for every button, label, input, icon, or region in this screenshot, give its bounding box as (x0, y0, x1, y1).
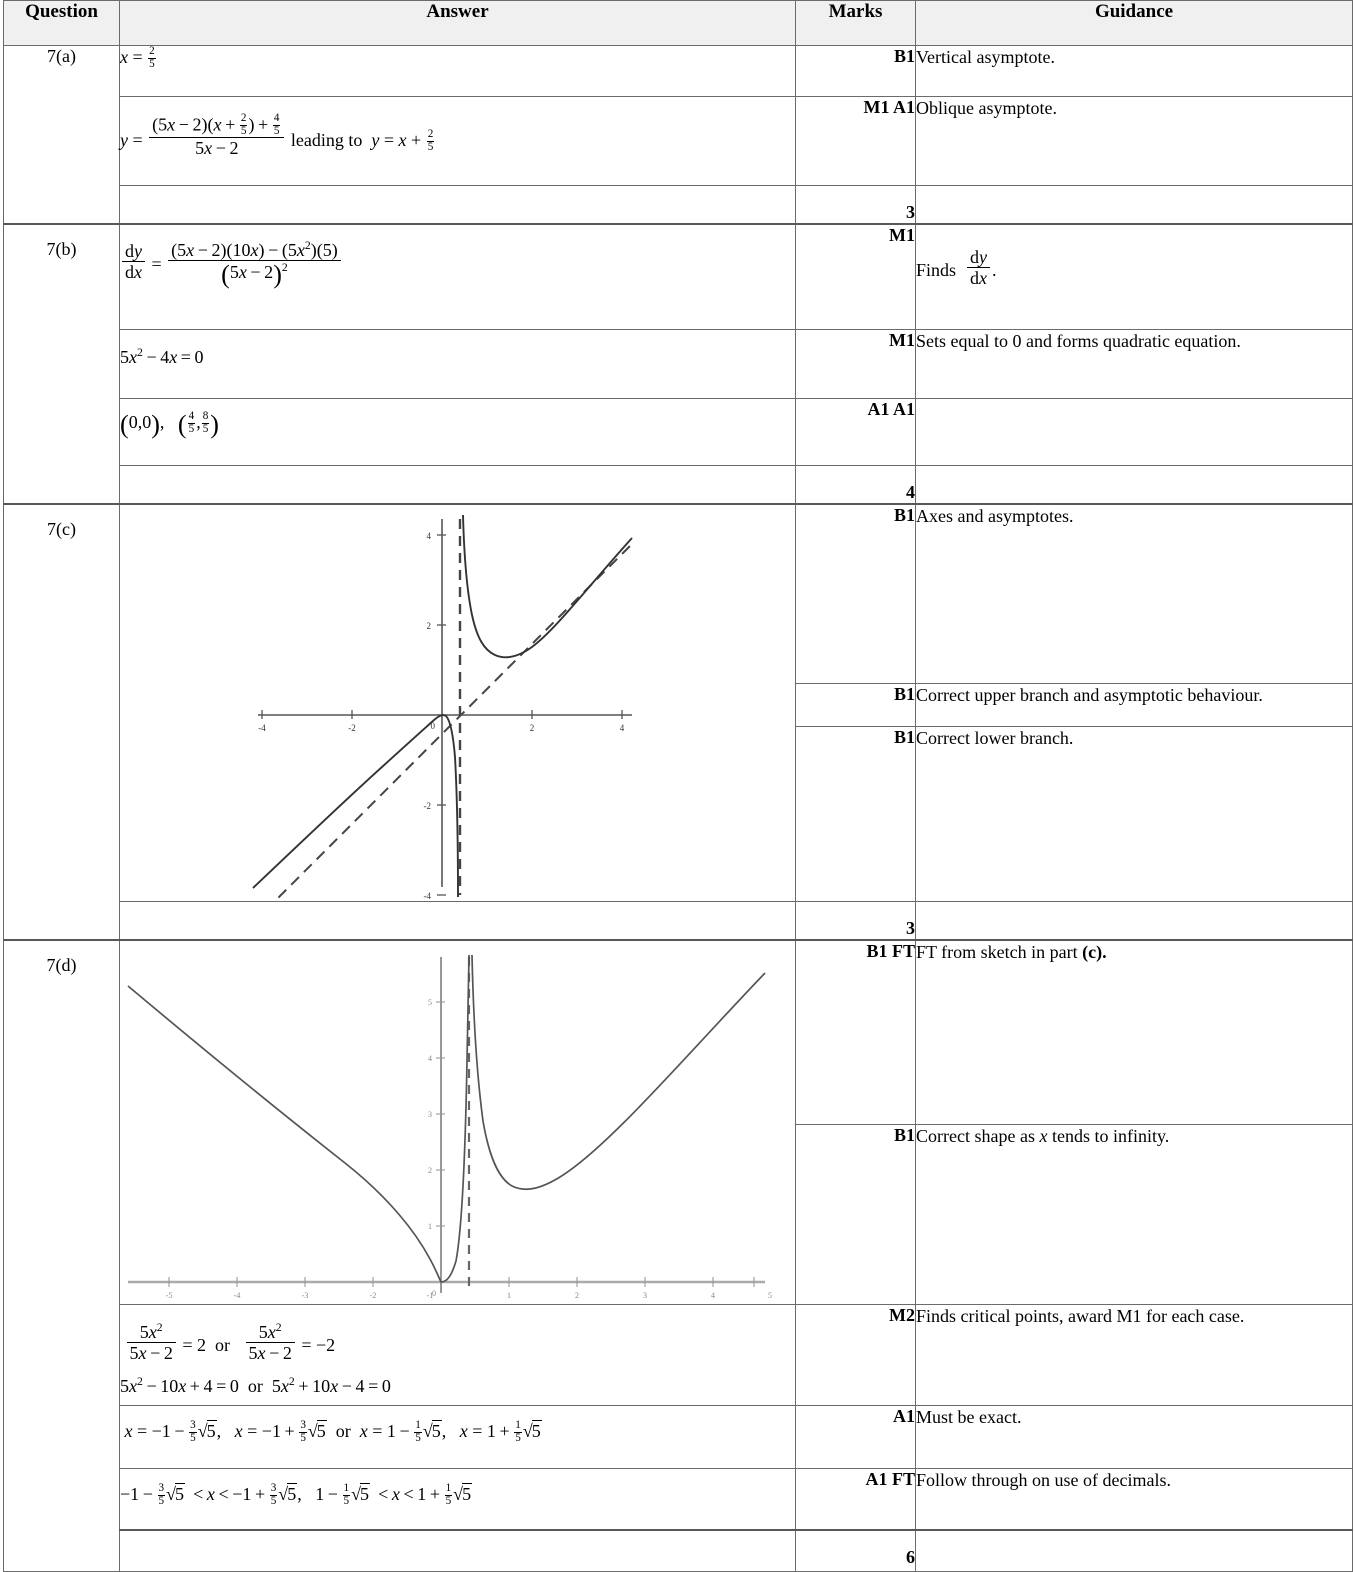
svg-text:0: 0 (430, 721, 435, 731)
svg-text:3: 3 (428, 1110, 432, 1119)
marks-7a-2: M1 A1 (796, 97, 916, 186)
math-derivative: $\frac{dy}{dx}$ = $\frac{(5x - 2)(10x) - (5x^2)(5)}{(5x - 2)^2}$ (120, 254, 343, 274)
guidance-7b-blank (916, 466, 1353, 505)
table-row (4, 940, 1353, 1124)
table-row (4, 399, 1353, 466)
table-row (4, 97, 1353, 186)
answer-7a-1 (120, 46, 796, 97)
answer-7c-blank (120, 902, 796, 941)
svg-text:-2: -2 (423, 801, 431, 811)
curve-left-arm-7d (128, 986, 441, 1282)
guidance-7c-2: Correct upper branch and asymptotic behaviour. (916, 683, 1353, 726)
answer-7a-blank (120, 186, 796, 225)
guidance-7b-1 (916, 224, 1353, 330)
svg-text:-5: -5 (165, 1291, 173, 1300)
guidance-7c-blank (916, 902, 1353, 941)
question-label-7a: 7(a) (4, 46, 120, 225)
answer-7c-graph (120, 504, 796, 902)
table-row (4, 46, 1353, 97)
graph-7c-svg (120, 505, 794, 901)
math-dy-dx-inline: $\frac{dy}{dx}$ . (961, 260, 997, 280)
header-answer: Answer (120, 1, 796, 46)
svg-text:4: 4 (428, 1054, 432, 1063)
answer-7d-4 (120, 1406, 796, 1469)
marks-7b-2: M1 (796, 330, 916, 399)
question-label-7b: 7(b) (4, 224, 120, 504)
curve-upper-branch-7c (463, 515, 632, 657)
oblique-asymptote-7c (253, 542, 634, 901)
svg-text:-1: -1 (426, 1291, 434, 1300)
mark-scheme-table (3, 0, 1353, 1572)
marks-total-7c: 3 (796, 902, 916, 941)
math-modulus-equations: $\frac{5x^2}{5x - 2}$ = 2 or $\frac{5x^2}{5x - 2}$ = −2 (120, 1321, 795, 1363)
table-row (4, 1305, 1353, 1406)
svg-text:-4: -4 (423, 891, 431, 901)
guidance-7b-3 (916, 399, 1353, 466)
marks-7d-1: B1 FT (796, 940, 916, 1124)
curve-right-branch-7d (472, 955, 765, 1189)
svg-text:4: 4 (711, 1291, 715, 1300)
guidance-7c-1: Axes and asymptotes. (916, 504, 1353, 683)
svg-text:5: 5 (428, 998, 432, 1007)
svg-text:-2: -2 (348, 723, 356, 733)
graph-7d-svg (120, 941, 794, 1304)
svg-text:1: 1 (507, 1291, 511, 1300)
guidance-7a-2: Oblique asymptote. (916, 97, 1353, 186)
answer-7a-2 (120, 97, 796, 186)
answer-7b-blank (120, 466, 796, 505)
marks-7c-2: B1 (796, 683, 916, 726)
svg-text:0: 0 (432, 1289, 436, 1298)
svg-text:-2: -2 (369, 1291, 377, 1300)
svg-text:2: 2 (428, 1166, 432, 1175)
marks-7d-3: M2 (796, 1305, 916, 1406)
guidance-7d-1-part-ref: (c). (1082, 942, 1107, 962)
svg-text:1: 1 (428, 1222, 432, 1231)
marks-7c-3: B1 (796, 726, 916, 901)
guidance-7d-2-var: x (1039, 1125, 1048, 1146)
table-row-total (4, 186, 1353, 225)
question-label-7c: 7(c) (4, 504, 120, 940)
guidance-7a-blank (916, 186, 1353, 225)
marks-7d-2: B1 (796, 1124, 916, 1304)
guidance-7b-2: Sets equal to 0 and forms quadratic equation. (916, 330, 1353, 399)
math-exact-roots: x = −1 − $\frac{3}{5}$ √5, x = −1 + $\frac{3}{5}$ √5 or x = 1 − $\frac{1}{5}$ √5, x = 1 + $\frac{1}{5}$ √5 (124, 1419, 541, 1444)
guidance-7d-2 (916, 1124, 1353, 1304)
table-row (4, 224, 1353, 330)
question-label-7d: 7(d) (4, 940, 120, 1572)
guidance-7d-4: Must be exact. (916, 1406, 1353, 1469)
header-guidance: Guidance (916, 1, 1353, 46)
marks-7b-1: M1 (796, 224, 916, 330)
svg-text:4: 4 (619, 723, 625, 733)
marks-total-7b: 4 (796, 466, 916, 505)
guidance-7d-3: Finds critical points, award M1 for each case. (916, 1305, 1353, 1406)
answer-7d-5 (120, 1469, 796, 1531)
marks-7d-4: A1 (796, 1406, 916, 1469)
answer-7d-graph (120, 940, 796, 1305)
guidance-7d-1 (916, 940, 1353, 1124)
math-two-quadratics: $5x^2 - 10x + 4 = 0$ or $5x^2 + 10x - 4 = 0$ (120, 1375, 391, 1397)
marks-7d-5: A1 FT (796, 1469, 916, 1531)
answer-7b-3 (120, 399, 796, 466)
table-header-row (4, 1, 1353, 46)
guidance-7d-5: Follow through on use of decimals. (916, 1469, 1353, 1531)
svg-text:-4: -4 (233, 1291, 241, 1300)
svg-text:4: 4 (426, 531, 431, 541)
math-oblique-asymptote: y = (5x − 2)(x + $\frac{2}{5}$ ) + $\frac{4}{5}$ 5x − 2 leading to y = x + $\frac{2}{5}$ (120, 112, 434, 159)
marks-total-7d: 6 (796, 1530, 916, 1572)
marks-7b-3: A1 A1 (796, 399, 916, 466)
table-row (4, 1406, 1353, 1469)
math-quadratic-7b: $5x^2 - 4x = 0$ (120, 346, 204, 367)
table-row (4, 1469, 1353, 1531)
guidance-7d-blank (916, 1530, 1353, 1572)
math-solution-intervals: −1 − $\frac{3}{5}$ √5 < x < −1 + $\frac{3}{5}$ √5, 1 − $\frac{1}{5}$ √5 < x < 1 + $\frac{1}{5}$ √5 (120, 1482, 472, 1507)
math-stationary-points: (0,0), ( $\frac{4}{5}$ , $\frac{8}{5}$ ) (120, 410, 219, 440)
guidance-7d-2-a: Correct shape as (916, 1125, 1035, 1146)
figure-7c (120, 505, 795, 901)
figure-7d (120, 941, 795, 1304)
answer-7d-blank (120, 1530, 796, 1572)
table-row-total (4, 1530, 1353, 1572)
guidance-7b-1-text: Finds (916, 260, 957, 281)
header-marks: Marks (796, 1, 916, 46)
svg-text:-3: -3 (301, 1291, 309, 1300)
guidance-7a-1: Vertical asymptote. (916, 46, 1353, 97)
table-row (4, 330, 1353, 399)
svg-text:2: 2 (575, 1291, 579, 1300)
table-row (4, 504, 1353, 683)
header-question: Question (4, 1, 120, 46)
table-row-total (4, 466, 1353, 505)
answer-7d-3 (120, 1305, 796, 1406)
svg-text:2: 2 (529, 723, 535, 733)
table-row-total (4, 902, 1353, 941)
marks-7c-1: B1 (796, 504, 916, 683)
marks-7a-1: B1 (796, 46, 916, 97)
answer-7b-1 (120, 224, 796, 330)
math-vertical-asymptote: x = $\frac{2}{5}$ (120, 45, 155, 70)
guidance-7c-3: Correct lower branch. (916, 726, 1353, 901)
svg-text:-4: -4 (258, 723, 266, 733)
svg-text:2: 2 (426, 621, 431, 631)
answer-7b-2 (120, 330, 796, 399)
marks-total-7a: 3 (796, 186, 916, 225)
guidance-7d-1-pre: FT from sketch in part (916, 942, 1078, 962)
guidance-7d-2-b: tends to infinity. (1051, 1125, 1170, 1146)
svg-text:5: 5 (768, 1291, 772, 1300)
svg-text:3: 3 (643, 1291, 647, 1300)
curve-spike-7d (441, 955, 469, 1282)
